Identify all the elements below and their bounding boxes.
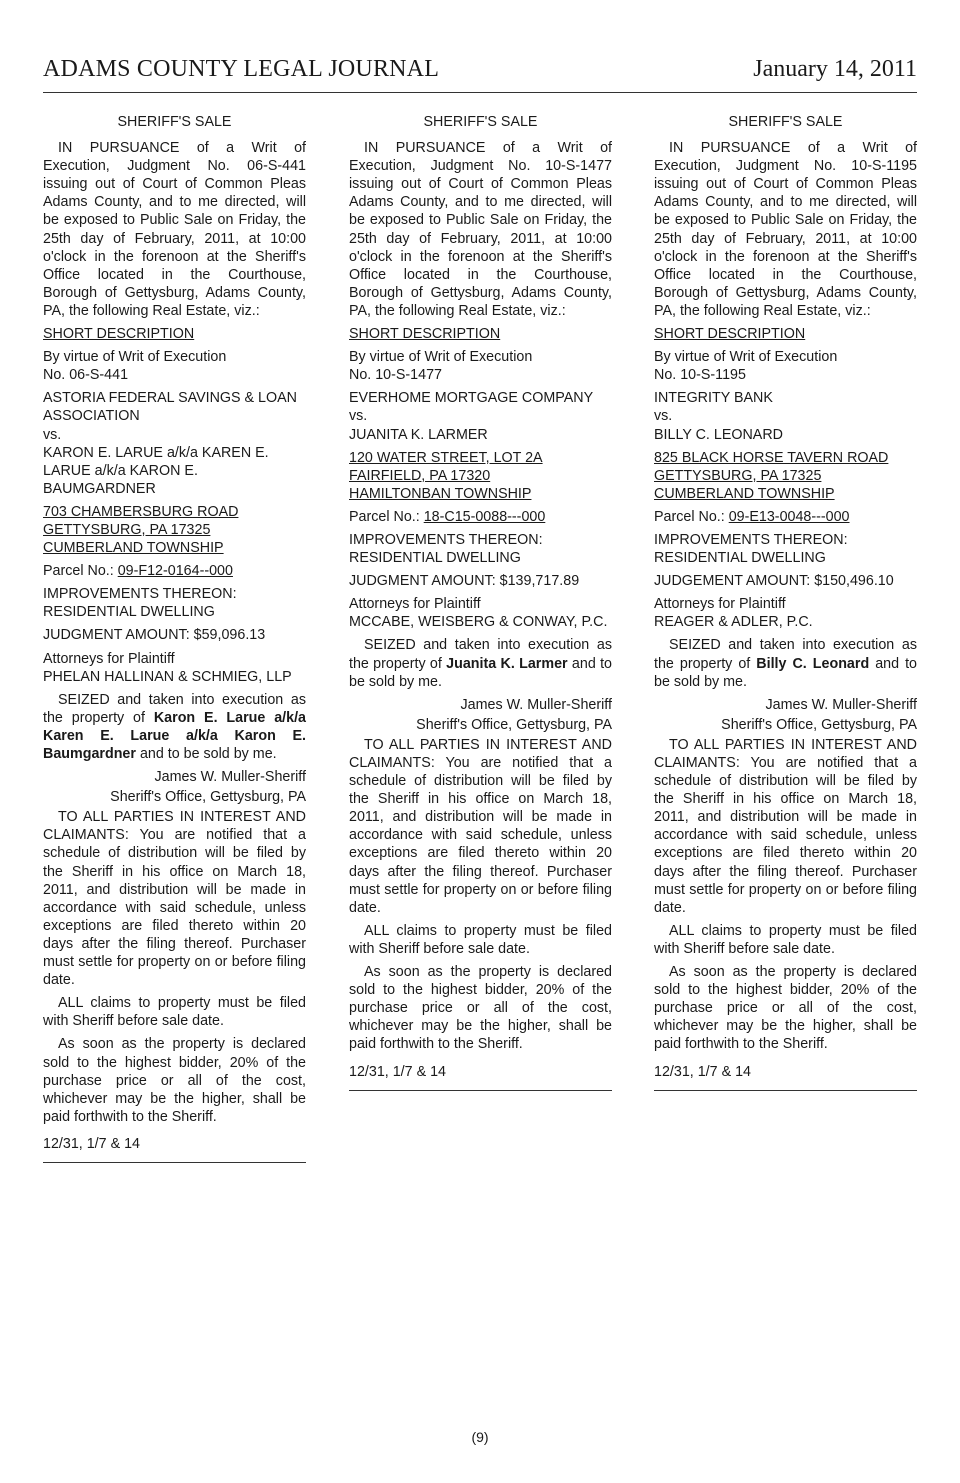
claims-notice: ALL claims to property must be filed with Sheriff before sale date.: [43, 995, 306, 1030]
address-line: FAIRFIELD, PA 17320: [349, 467, 491, 484]
writ-line: By virtue of Writ of Execution: [43, 349, 227, 366]
address-line: CUMBERLAND TOWNSHIP: [654, 485, 835, 502]
judgment-amount: JUDGMENT AMOUNT: $139,717.89: [349, 573, 580, 590]
seized-text: and to be sold by me.: [654, 655, 917, 690]
distribution-notice: TO ALL PARTIES IN INTEREST AND CLAIMANTS: You are notified that a schedule of distribution will be filed by the Sheriff in his office on March 18, 2011, and distribution will be made in accordance with said schedule, unless exceptions are filed thereto within 20 days after the filing thereof. Purchaser must settle for property on or before filing date.: [654, 736, 917, 916]
parcel-line: [654, 508, 917, 526]
sheriff-office: Sheriff's Office, Gettysburg, PA: [110, 789, 306, 806]
short-description-heading: SHORT DESCRIPTION: [349, 326, 501, 343]
short-description-heading: SHORT DESCRIPTION: [654, 326, 806, 343]
attorneys-block: [43, 650, 306, 686]
parcel-line: [349, 508, 612, 526]
issue-date: January 14, 2011: [753, 56, 917, 82]
parcel-label: Parcel No.:: [654, 508, 725, 525]
attorneys-label: Attorneys for Plaintiff: [349, 596, 481, 613]
notice-title: SHERIFF'S SALE: [117, 114, 232, 130]
plaintiff: ASTORIA FEDERAL SAVINGS & LOAN ASSOCIATION: [43, 390, 297, 425]
writ-number: No. 10-S-1477: [349, 367, 442, 384]
improvements: IMPROVEMENTS THEREON: RESIDENTIAL DWELLING: [349, 531, 543, 567]
distribution-notice: TO ALL PARTIES IN INTEREST AND CLAIMANTS: You are notified that a schedule of distribution will be filed by the Sheriff in his office on March 18, 2011, and distribution will be made in accordance with said schedule, unless exceptions are filed thereto within 20 days after the filing thereof. Purchaser must settle for property on or before filing date.: [43, 809, 306, 989]
plaintiff: INTEGRITY BANK: [654, 390, 773, 407]
address-line: 120 WATER STREET, LOT 2A: [349, 449, 543, 466]
seized-text: and to be sold by me.: [349, 655, 612, 690]
page-header: [43, 56, 917, 93]
parties-block: [654, 389, 917, 443]
writ-info: [654, 348, 917, 384]
address-line: CUMBERLAND TOWNSHIP: [43, 540, 224, 557]
writ-info: [43, 348, 306, 384]
attorneys: PHELAN HALLINAN & SCHMIEG, LLP: [43, 668, 292, 685]
writ-line: By virtue of Writ of Execution: [349, 349, 533, 366]
column-divider: [43, 1162, 306, 1163]
sheriff-office: Sheriff's Office, Gettysburg, PA: [416, 716, 612, 733]
publication-dates: 12/31, 1/7 & 14: [43, 1135, 140, 1152]
attorneys-label: Attorneys for Plaintiff: [654, 596, 786, 613]
attorneys-block: [654, 595, 917, 631]
notice-column-2: [349, 113, 612, 1091]
plaintiff: EVERHOME MORTGAGE COMPANY: [349, 390, 594, 407]
defendant: KARON E. LARUE a/k/a KAREN E. LARUE a/k/a KARON E. BAUMGARDNER: [43, 444, 269, 497]
short-description-heading: SHORT DESCRIPTION: [43, 326, 195, 343]
attorneys: REAGER & ADLER, P.C.: [654, 614, 813, 631]
distribution-notice: TO ALL PARTIES IN INTEREST AND CLAIMANTS: You are notified that a schedule of distribution will be filed by the Sheriff in his office on March 18, 2011, and distribution will be made in accordance with said schedule, unless exceptions are filed thereto within 20 days after the filing thereof. Purchaser must settle for property on or before filing date.: [349, 736, 612, 916]
writ-number: No. 10-S-1195: [654, 367, 746, 384]
defendant: BILLY C. LEONARD: [654, 426, 783, 443]
address-line: HAMILTONBAN TOWNSHIP: [349, 485, 532, 502]
property-owner: Billy C. Leonard: [756, 655, 870, 672]
bidder-notice: As soon as the property is declared sold to the highest bidder, 20% of the purchase price or all of the cost, whichever may be the higher, shall be paid forthwith to the Sheriff.: [349, 964, 612, 1053]
seized-statement: [654, 636, 917, 690]
defendant: JUANITA K. LARMER: [349, 426, 488, 443]
page-number: (9): [471, 1429, 489, 1445]
address-line: GETTYSBURG, PA 17325: [43, 521, 211, 538]
address-line: 703 CHAMBERSBURG ROAD: [43, 503, 239, 520]
notice-title: SHERIFF'S SALE: [423, 114, 538, 130]
notice-intro: IN PURSUANCE of a Writ of Execution, Judgment No. 10-S-1477 issuing out of Court of Common Pleas Adams County, and to me directed, will be exposed to Public Sale on Friday, the 25th day of February, 2011, at 10:00 o'clock in the forenoon at the Sheriff's Office located in the Courthouse, Borough of Gettysburg, Adams County, PA, the following Real Estate, viz.:: [349, 140, 612, 319]
property-owner: Karon E. Larue a/k/a Karen E. Larue a/k/a Karon E. Baumgardner: [43, 709, 306, 762]
property-address: [349, 449, 612, 503]
bidder-notice: As soon as the property is declared sold to the highest bidder, 20% of the purchase price or all of the cost, whichever may be the higher, shall be paid forthwith to the Sheriff.: [654, 964, 917, 1053]
notice-column-1: [43, 113, 306, 1163]
writ-number: No. 06-S-441: [43, 367, 129, 384]
notice-intro: IN PURSUANCE of a Writ of Execution, Judgment No. 06-S-441 issuing out of Court of Common Pleas Adams County, and to me directed, will be exposed to Public Sale on Friday, the 25th day of February, 2011, at 10:00 o'clock in the forenoon at the Sheriff's Office located in the Courthouse, Borough of Gettysburg, Adams County, PA, the following Real Estate, viz.:: [43, 140, 306, 319]
parcel-line: [43, 562, 306, 580]
attorneys-block: [349, 595, 612, 631]
sheriff-name: James W. Muller-Sheriff: [765, 696, 917, 713]
parcel-number: 09-E13-0048---000: [728, 508, 850, 525]
writ-info: [349, 348, 612, 384]
address-line: GETTYSBURG, PA 17325: [654, 467, 822, 484]
sheriff-office: Sheriff's Office, Gettysburg, PA: [721, 716, 917, 733]
claims-notice: ALL claims to property must be filed with Sheriff before sale date.: [349, 922, 612, 957]
versus: vs.: [654, 408, 673, 425]
property-owner: Juanita K. Larmer: [446, 655, 568, 672]
versus: vs.: [43, 426, 62, 443]
judgment-amount: JUDGEMENT AMOUNT: $150,496.10: [654, 573, 894, 590]
seized-text: SEIZED and taken into execution as the property of: [654, 637, 917, 672]
notice-column-3: [654, 113, 917, 1091]
judgment-amount: JUDGMENT AMOUNT: $59,096.13: [43, 627, 266, 644]
address-line: 825 BLACK HORSE TAVERN ROAD: [654, 449, 889, 466]
parcel-label: Parcel No.:: [43, 563, 114, 580]
property-address: [654, 449, 917, 503]
seized-text: SEIZED and taken into execution as the property of: [43, 691, 306, 726]
seized-statement: [349, 636, 612, 690]
seized-text: SEIZED and taken into execution as the property of: [349, 637, 612, 672]
parcel-number: 18-C15-0088---000: [423, 508, 546, 525]
attorneys: MCCABE, WEISBERG & CONWAY, P.C.: [349, 614, 608, 631]
seized-statement: [43, 691, 306, 763]
property-address: [43, 503, 306, 557]
parties-block: [43, 389, 306, 498]
attorneys-label: Attorneys for Plaintiff: [43, 650, 175, 667]
writ-line: By virtue of Writ of Execution: [654, 349, 838, 366]
sheriff-name: James W. Muller-Sheriff: [460, 696, 612, 713]
column-divider: [349, 1090, 612, 1091]
column-divider: [654, 1090, 917, 1091]
bidder-notice: As soon as the property is declared sold to the highest bidder, 20% of the purchase price or all of the cost, whichever may be the higher, shall be paid forthwith to the Sheriff.: [43, 1036, 306, 1125]
versus: vs.: [349, 408, 368, 425]
parcel-number: 09-F12-0164--000: [117, 563, 233, 580]
journal-title: ADAMS COUNTY LEGAL JOURNAL: [43, 56, 440, 82]
parcel-label: Parcel No.:: [349, 508, 420, 525]
notice-intro: IN PURSUANCE of a Writ of Execution, Judgment No. 10-S-1195 issuing out of Court of Common Pleas Adams County, and to me directed, will be exposed to Public Sale on Friday, the 25th day of February, 2011, at 10:00 o'clock in the forenoon at the Sheriff's Office located in the Courthouse, Borough of Gettysburg, Adams County, PA, the following Real Estate, viz.:: [654, 140, 917, 319]
improvements: IMPROVEMENTS THEREON: RESIDENTIAL DWELLING: [43, 586, 237, 621]
notice-title: SHERIFF'S SALE: [728, 114, 843, 130]
seized-text: and to be sold by me.: [139, 746, 277, 762]
sheriff-name: James W. Muller-Sheriff: [154, 769, 306, 786]
publication-dates: 12/31, 1/7 & 14: [349, 1063, 446, 1080]
publication-dates: 12/31, 1/7 & 14: [654, 1063, 751, 1080]
improvements: IMPROVEMENTS THEREON: RESIDENTIAL DWELLING: [654, 531, 848, 567]
claims-notice: ALL claims to property must be filed with Sheriff before sale date.: [654, 922, 917, 957]
parties-block: [349, 389, 612, 443]
